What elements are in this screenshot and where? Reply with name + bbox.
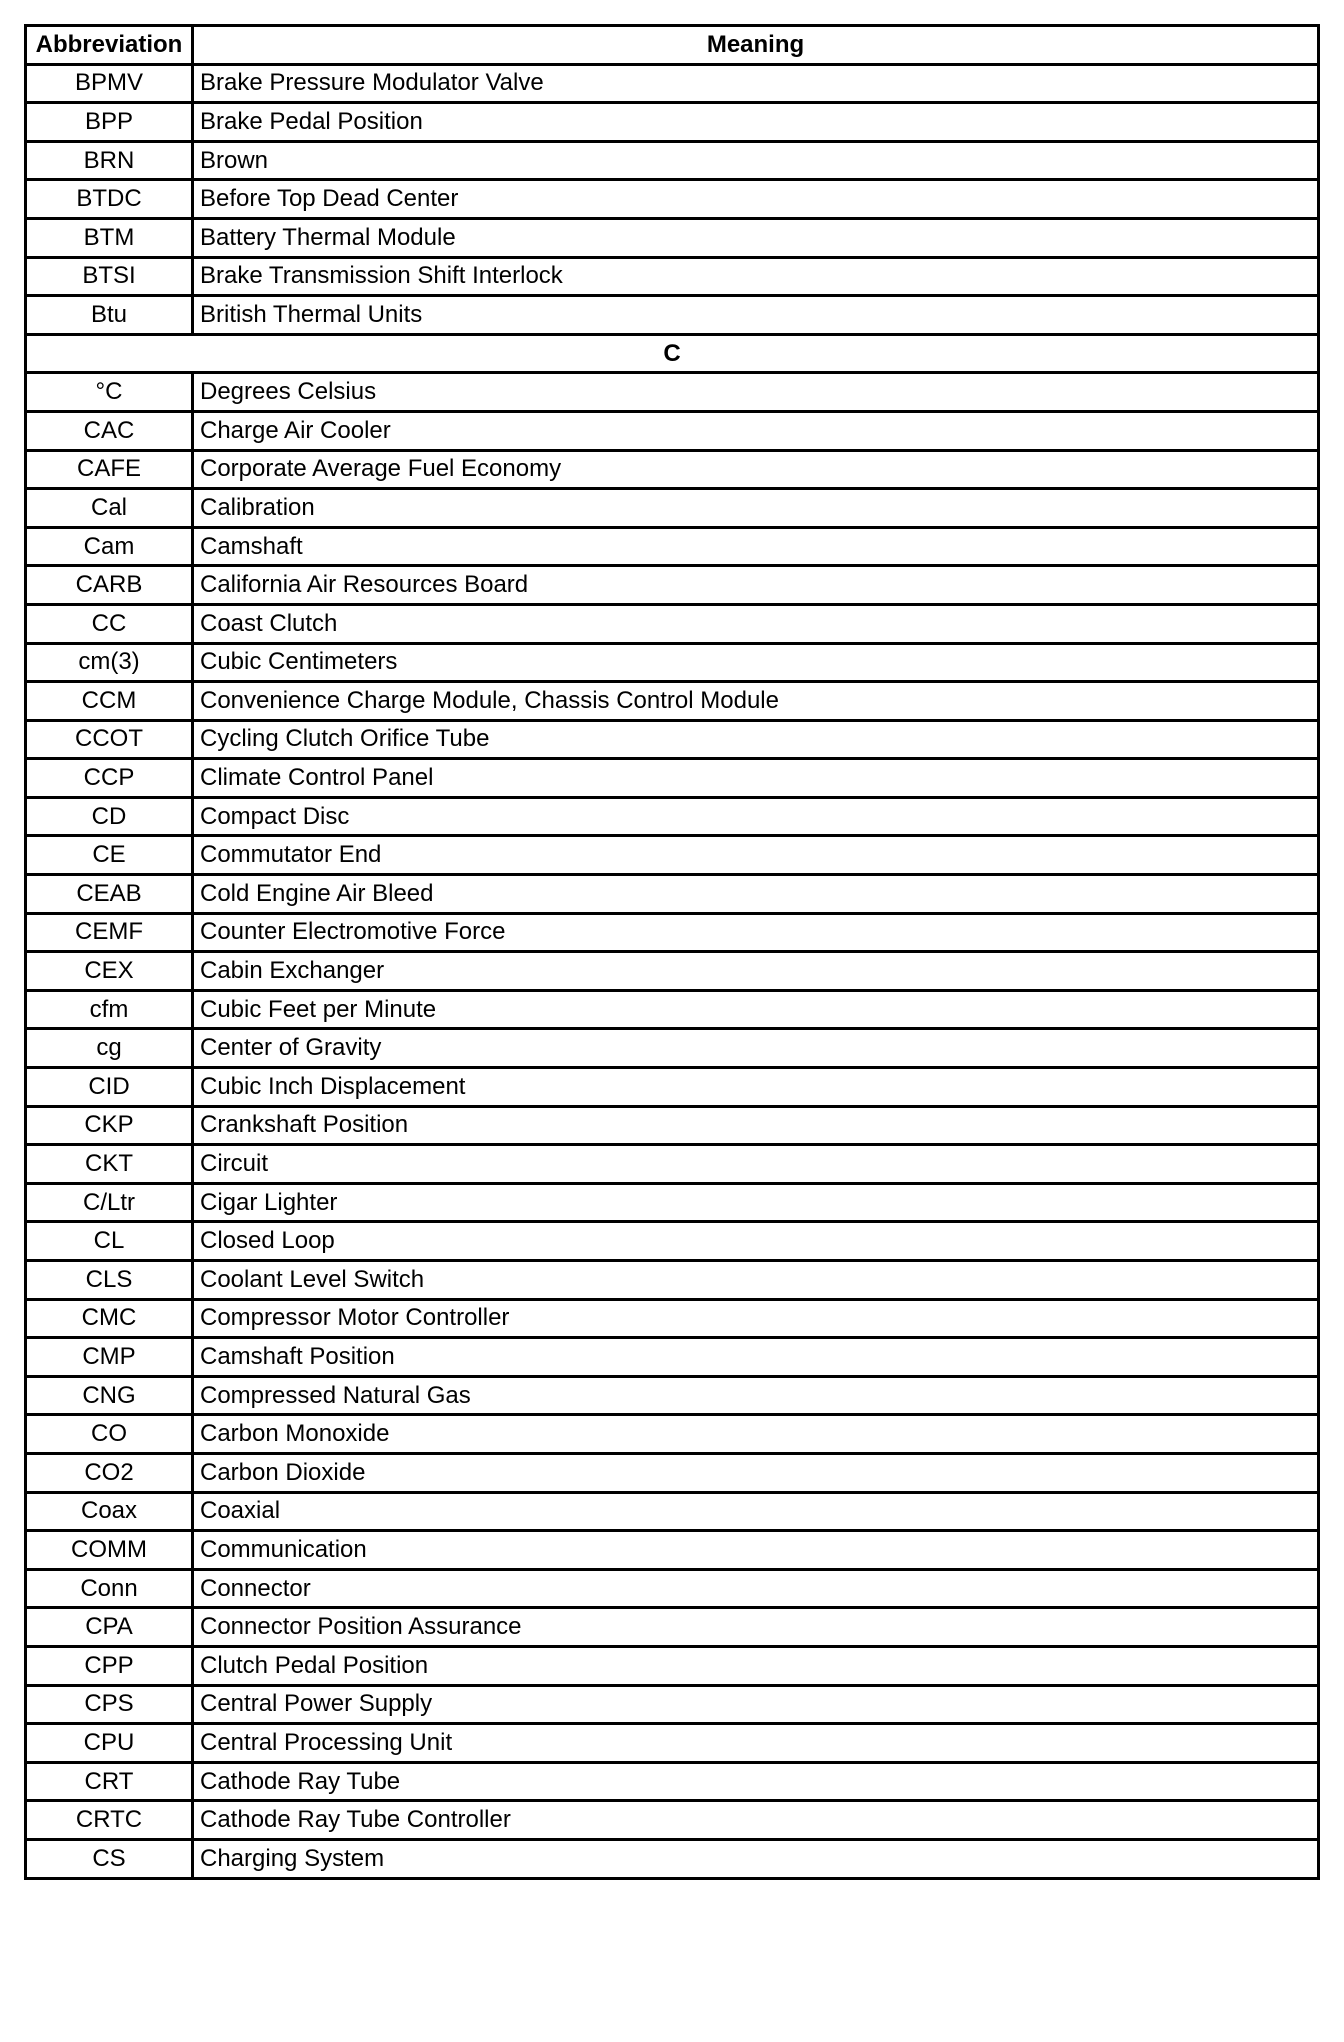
table-row (26, 952, 1319, 991)
abbreviation-cell: BPMV (26, 64, 193, 103)
meaning-cell: Camshaft (193, 527, 1319, 566)
meaning-cell: Camshaft Position (193, 1338, 1319, 1377)
meaning-cell: Compact Disc (193, 797, 1319, 836)
meaning-cell: Connector Position Assurance (193, 1608, 1319, 1647)
meaning-cell: British Thermal Units (193, 296, 1319, 335)
abbreviation-cell: CNG (26, 1376, 193, 1415)
abbreviation-cell: CO (26, 1415, 193, 1454)
meaning-cell: Commutator End (193, 836, 1319, 875)
table-row (26, 1376, 1319, 1415)
table-row (26, 1608, 1319, 1647)
abbreviation-cell: CMC (26, 1299, 193, 1338)
table-row (26, 1415, 1319, 1454)
abbreviation-cell: Cal (26, 489, 193, 528)
meaning-cell: Crankshaft Position (193, 1106, 1319, 1145)
table-row (26, 913, 1319, 952)
meaning-cell: Clutch Pedal Position (193, 1646, 1319, 1685)
table-row (26, 450, 1319, 489)
meaning-cell: Battery Thermal Module (193, 218, 1319, 257)
abbreviation-cell: cg (26, 1029, 193, 1068)
table-row (26, 1222, 1319, 1261)
abbreviation-cell: Coax (26, 1492, 193, 1531)
abbreviation-cell: CPS (26, 1685, 193, 1724)
meaning-cell: Carbon Monoxide (193, 1415, 1319, 1454)
meaning-cell: Cabin Exchanger (193, 952, 1319, 991)
meaning-cell: Climate Control Panel (193, 759, 1319, 798)
abbreviation-cell: BRN (26, 141, 193, 180)
abbreviation-cell: CPP (26, 1646, 193, 1685)
abbreviation-cell: °C (26, 373, 193, 412)
abbreviation-cell: CO2 (26, 1453, 193, 1492)
meaning-cell: Cold Engine Air Bleed (193, 875, 1319, 914)
table-row (26, 296, 1319, 335)
table-row (26, 1839, 1319, 1878)
table-row (26, 875, 1319, 914)
meaning-cell: Cigar Lighter (193, 1183, 1319, 1222)
abbreviation-cell: CRTC (26, 1801, 193, 1840)
meaning-cell: Coolant Level Switch (193, 1261, 1319, 1300)
meaning-cell: Counter Electromotive Force (193, 913, 1319, 952)
table-row (26, 643, 1319, 682)
table-row (26, 218, 1319, 257)
table-row (26, 682, 1319, 721)
abbreviation-cell: CLS (26, 1261, 193, 1300)
abbreviation-cell: COMM (26, 1531, 193, 1570)
meaning-cell: Cathode Ray Tube (193, 1762, 1319, 1801)
abbreviation-cell: CAC (26, 411, 193, 450)
table-row (26, 1531, 1319, 1570)
abbreviation-cell: Cam (26, 527, 193, 566)
table-row (26, 797, 1319, 836)
meaning-cell: Communication (193, 1531, 1319, 1570)
table-row (26, 1492, 1319, 1531)
meaning-cell: Degrees Celsius (193, 373, 1319, 412)
meaning-cell: Closed Loop (193, 1222, 1319, 1261)
abbreviation-table (24, 24, 1320, 1880)
abbreviation-cell: CPA (26, 1608, 193, 1647)
meaning-cell: Charge Air Cooler (193, 411, 1319, 450)
meaning-cell: Coaxial (193, 1492, 1319, 1531)
table-row (26, 1569, 1319, 1608)
abbreviation-cell: CKP (26, 1106, 193, 1145)
abbreviation-cell: CARB (26, 566, 193, 605)
abbreviation-cell: BTSI (26, 257, 193, 296)
table-row (26, 103, 1319, 142)
abbreviation-cell: CL (26, 1222, 193, 1261)
table-row (26, 1453, 1319, 1492)
abbreviation-cell: CCOT (26, 720, 193, 759)
table-row (26, 180, 1319, 219)
abbreviation-cell: CC (26, 604, 193, 643)
meaning-cell: Compressed Natural Gas (193, 1376, 1319, 1415)
table-row (26, 1646, 1319, 1685)
abbreviation-cell: CID (26, 1068, 193, 1107)
table-row (26, 489, 1319, 528)
section-header-row (26, 334, 1319, 373)
meaning-cell: Center of Gravity (193, 1029, 1319, 1068)
table-row (26, 604, 1319, 643)
meaning-cell: Cubic Inch Displacement (193, 1068, 1319, 1107)
table-row (26, 373, 1319, 412)
table-row (26, 1762, 1319, 1801)
abbreviation-cell: CEX (26, 952, 193, 991)
abbreviation-cell: CMP (26, 1338, 193, 1377)
meaning-cell: Cubic Feet per Minute (193, 990, 1319, 1029)
table-row (26, 1801, 1319, 1840)
meaning-column-header: Meaning (193, 26, 1319, 65)
meaning-cell: Coast Clutch (193, 604, 1319, 643)
abbreviation-cell: cfm (26, 990, 193, 1029)
table-row (26, 1106, 1319, 1145)
abbreviation-cell: CD (26, 797, 193, 836)
abbreviation-cell: Conn (26, 1569, 193, 1608)
table-row (26, 64, 1319, 103)
meaning-cell: Carbon Dioxide (193, 1453, 1319, 1492)
table-body (26, 64, 1319, 1878)
meaning-cell: Central Processing Unit (193, 1724, 1319, 1763)
table-row (26, 990, 1319, 1029)
table-row (26, 141, 1319, 180)
table-row (26, 1338, 1319, 1377)
meaning-cell: Cubic Centimeters (193, 643, 1319, 682)
abbreviation-cell: CS (26, 1839, 193, 1878)
meaning-cell: Convenience Charge Module, Chassis Control Module (193, 682, 1319, 721)
table-row (26, 1261, 1319, 1300)
meaning-cell: Brown (193, 141, 1319, 180)
meaning-cell: Brake Pressure Modulator Valve (193, 64, 1319, 103)
meaning-cell: Brake Pedal Position (193, 103, 1319, 142)
abbreviation-cell: CPU (26, 1724, 193, 1763)
abbreviation-cell: cm(3) (26, 643, 193, 682)
table-row (26, 527, 1319, 566)
meaning-cell: Cathode Ray Tube Controller (193, 1801, 1319, 1840)
abbreviation-cell: CRT (26, 1762, 193, 1801)
abbreviation-cell: CCP (26, 759, 193, 798)
table-header-row (26, 26, 1319, 65)
abbreviation-cell: Btu (26, 296, 193, 335)
abbreviation-cell: CEAB (26, 875, 193, 914)
table-row (26, 1724, 1319, 1763)
section-label: C (26, 334, 1319, 373)
abbreviation-cell: CCM (26, 682, 193, 721)
meaning-cell: California Air Resources Board (193, 566, 1319, 605)
table-row (26, 1685, 1319, 1724)
table-row (26, 720, 1319, 759)
meaning-cell: Cycling Clutch Orifice Tube (193, 720, 1319, 759)
meaning-cell: Compressor Motor Controller (193, 1299, 1319, 1338)
table-row (26, 257, 1319, 296)
abbreviation-cell: BTDC (26, 180, 193, 219)
abbreviation-cell: BPP (26, 103, 193, 142)
meaning-cell: Circuit (193, 1145, 1319, 1184)
meaning-cell: Before Top Dead Center (193, 180, 1319, 219)
meaning-cell: Central Power Supply (193, 1685, 1319, 1724)
abbreviation-cell: CAFE (26, 450, 193, 489)
table-row (26, 1145, 1319, 1184)
table-row (26, 1183, 1319, 1222)
abbreviation-cell: BTM (26, 218, 193, 257)
table-row (26, 1029, 1319, 1068)
meaning-cell: Connector (193, 1569, 1319, 1608)
meaning-cell: Corporate Average Fuel Economy (193, 450, 1319, 489)
table-row (26, 759, 1319, 798)
meaning-cell: Calibration (193, 489, 1319, 528)
table-row (26, 836, 1319, 875)
abbreviation-cell: C/Ltr (26, 1183, 193, 1222)
abbreviation-column-header: Abbreviation (26, 26, 193, 65)
table-row (26, 411, 1319, 450)
abbreviation-cell: CE (26, 836, 193, 875)
meaning-cell: Charging System (193, 1839, 1319, 1878)
table-row (26, 566, 1319, 605)
abbreviation-cell: CKT (26, 1145, 193, 1184)
table-row (26, 1068, 1319, 1107)
table-row (26, 1299, 1319, 1338)
abbreviation-cell: CEMF (26, 913, 193, 952)
meaning-cell: Brake Transmission Shift Interlock (193, 257, 1319, 296)
